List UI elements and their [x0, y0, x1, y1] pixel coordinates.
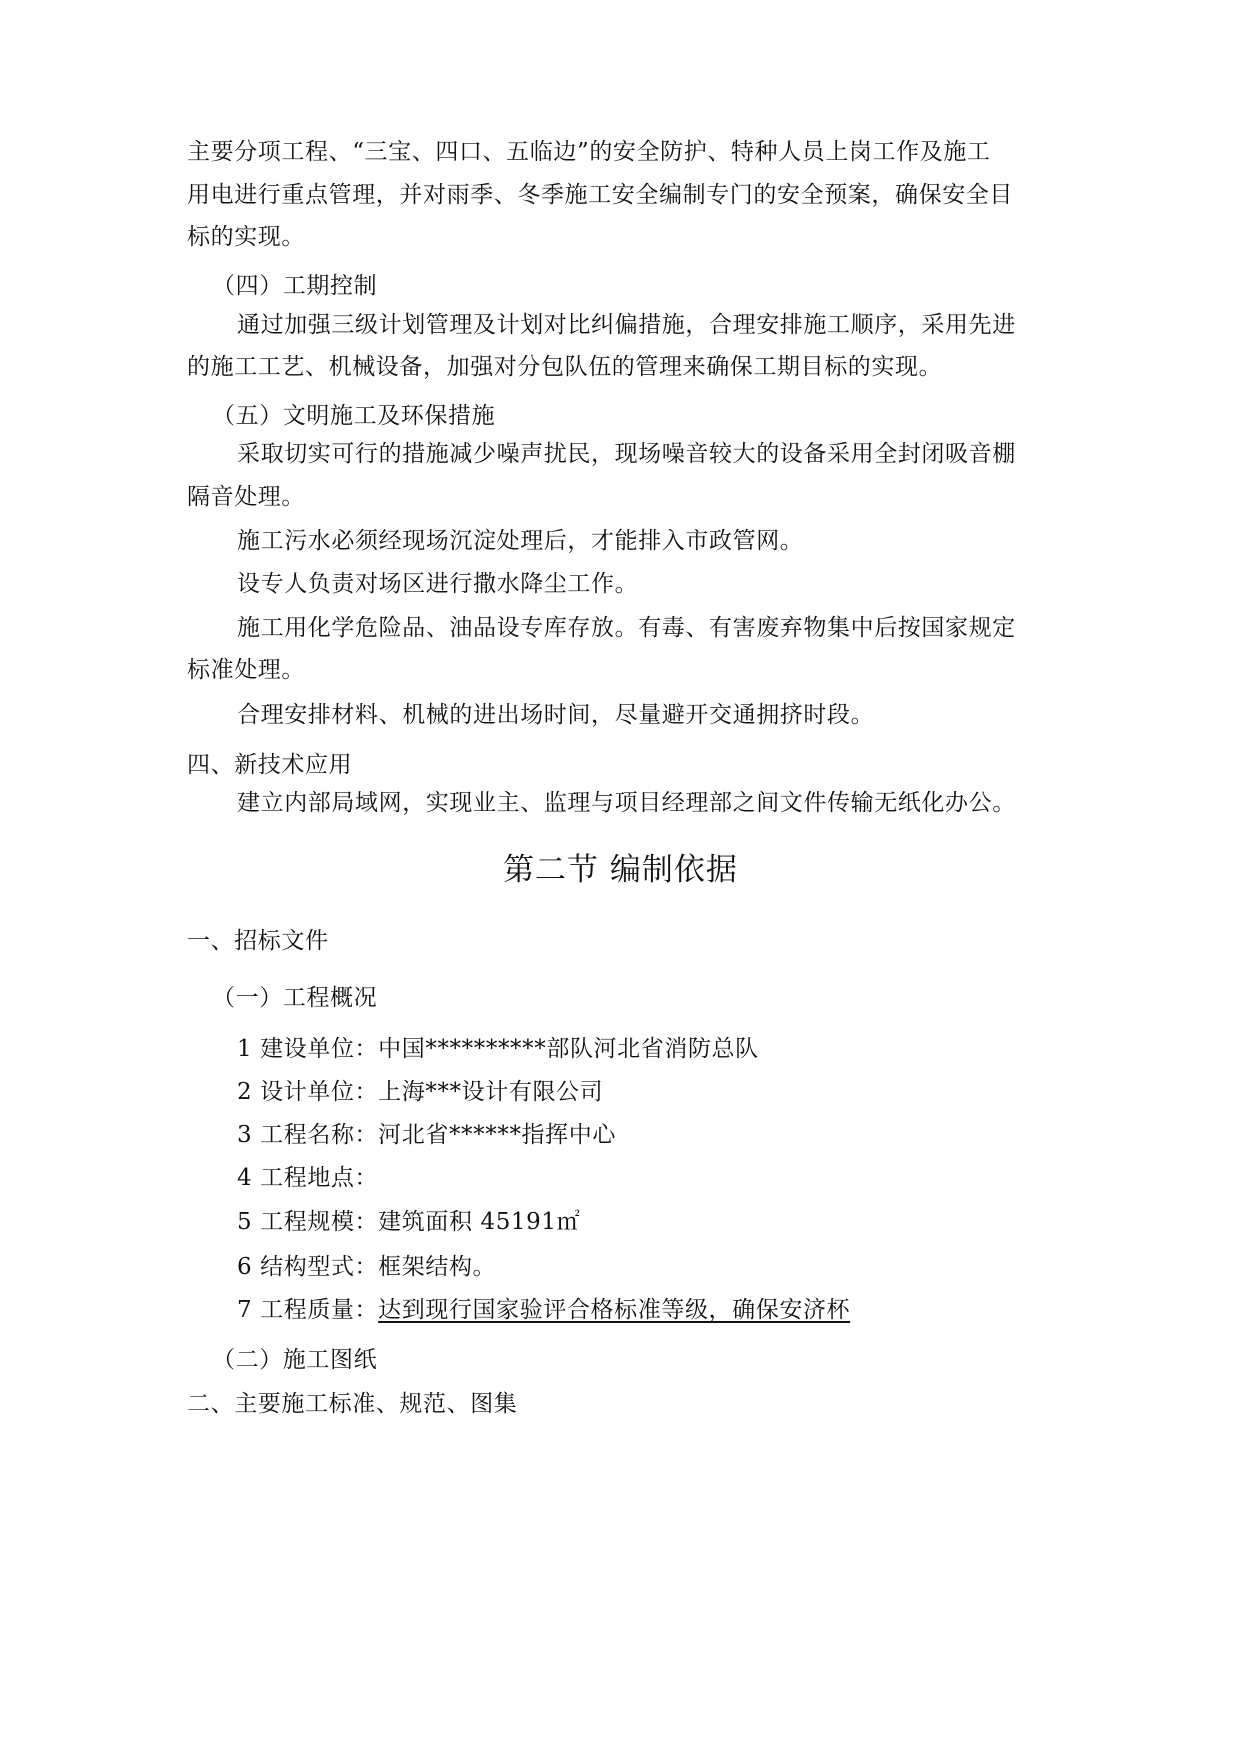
- overview-item: 3 工程名称：河北省******指挥中心: [237, 1122, 616, 1148]
- paragraph-line: 施工用化学危险品、油品设专库存放。有毒、有害废弃物集中后按国家规定: [237, 615, 1016, 641]
- paragraph-line: 主要分项工程、“三宝、四口、五临边”的安全防护、特种人员上岗工作及施工: [187, 139, 991, 165]
- overview-item: 1 建设单位：中国**********部队河北省消防总队: [237, 1036, 759, 1062]
- heading-tender-documents: 一、招标文件: [187, 928, 329, 954]
- paragraph-line: 通过加强三级计划管理及计划对比纠偏措施，合理安排施工顺序，采用先进: [237, 312, 1016, 338]
- section-title: 第二节 编制依据: [503, 852, 738, 888]
- paragraph-line: 的施工工艺、机械设备，加强对分包队伍的管理来确保工期目标的实现。: [187, 354, 943, 380]
- paragraph-line: 采取切实可行的措施减少噪声扰民，现场噪音较大的设备采用全封闭吸音棚: [237, 441, 1016, 467]
- overview-item-quality: [237, 1295, 850, 1325]
- paragraph-line: 标准处理。: [187, 657, 305, 683]
- paragraph-line: 建立内部局域网，实现业主、监理与项目经理部之间文件传输无纸化办公。: [237, 790, 1016, 816]
- subheading-project-overview: （一）工程概况: [212, 985, 378, 1011]
- overview-item: 2 设计单位：上海***设计有限公司: [237, 1079, 604, 1105]
- subheading-civilized-construction: （五）文明施工及环保措施: [212, 403, 496, 429]
- heading-new-technology: 四、新技术应用: [187, 752, 353, 778]
- paragraph-line: 施工污水必须经现场沉淀处理后，才能排入市政管网。: [237, 528, 804, 554]
- paragraph-line: 设专人负责对场区进行撒水降尘工作。: [237, 571, 639, 597]
- quality-value: 达到现行国家验评合格标准等级，确保安济杯: [378, 1297, 851, 1323]
- overview-item: 4 工程地点：: [237, 1165, 379, 1191]
- quality-label: 7 工程质量：: [237, 1297, 379, 1323]
- overview-item: 6 结构型式：框架结构。: [237, 1254, 497, 1280]
- paragraph-line: 标的实现。: [187, 224, 305, 250]
- heading-standards: 二、主要施工标准、规范、图集: [187, 1391, 518, 1417]
- paragraph-line: 用电进行重点管理，并对雨季、冬季施工安全编制专门的安全预案，确保安全目: [187, 182, 1013, 208]
- subheading-schedule-control: （四）工期控制: [212, 273, 378, 299]
- overview-item: 5 工程规模：建筑面积 45191㎡: [237, 1209, 581, 1235]
- paragraph-line: 隔音处理。: [187, 484, 305, 510]
- subheading-construction-drawings: （二）施工图纸: [212, 1347, 378, 1373]
- paragraph-line: 合理安排材料、机械的进出场时间，尽量避开交通拥挤时段。: [237, 702, 875, 728]
